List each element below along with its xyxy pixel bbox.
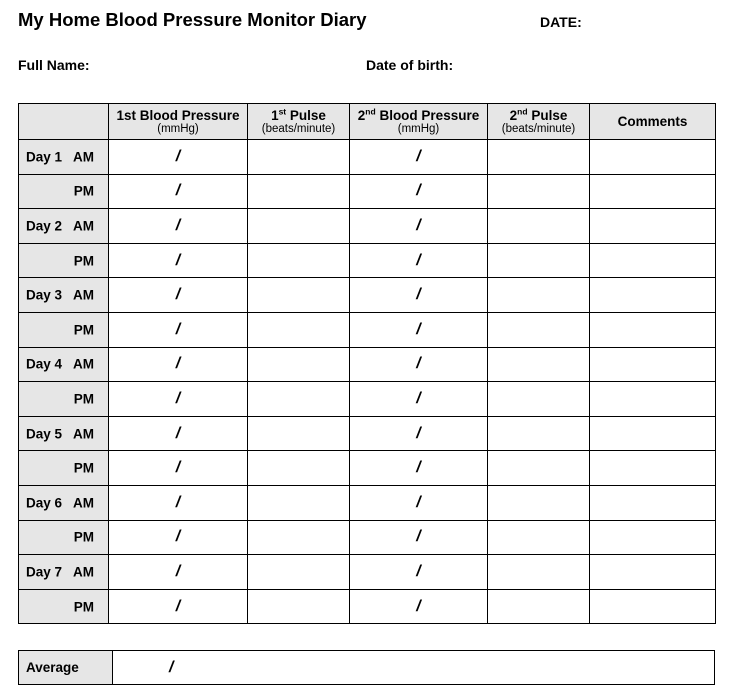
- col-header-pulse2-sup: nd: [517, 106, 528, 116]
- bp-separator: /: [416, 286, 421, 304]
- pulse1-cell[interactable]: [248, 243, 350, 278]
- pulse1-cell[interactable]: [248, 589, 350, 624]
- row-header: [19, 555, 109, 590]
- row-header: [19, 278, 109, 313]
- col-header-pulse2: [488, 104, 590, 140]
- bp2-cell[interactable]: [350, 555, 488, 590]
- pulse1-cell[interactable]: [248, 520, 350, 555]
- bp-separator: /: [416, 493, 421, 511]
- col-header-pulse1-num: 1: [271, 107, 279, 123]
- row-header: [19, 243, 109, 278]
- bp2-cell[interactable]: [350, 243, 488, 278]
- bp1-cell[interactable]: [109, 174, 248, 209]
- row-period-label: PM: [73, 253, 94, 269]
- comments-cell[interactable]: [590, 589, 716, 624]
- col-header-comments: Comments: [590, 104, 716, 140]
- row-header: [19, 382, 109, 417]
- pulse2-cell[interactable]: [488, 416, 590, 451]
- comments-cell[interactable]: [590, 243, 716, 278]
- row-day-label: Day 4: [26, 356, 63, 372]
- bp-separator: /: [175, 459, 181, 477]
- pulse1-cell[interactable]: [248, 347, 350, 382]
- comments-cell[interactable]: [590, 555, 716, 590]
- table-row: [19, 555, 716, 590]
- comments-cell[interactable]: [590, 485, 716, 520]
- bp-separator: /: [416, 216, 421, 234]
- bp-separator: /: [416, 459, 421, 477]
- col-header-bp2-label: Blood Pressure: [375, 107, 480, 123]
- table-row: [19, 278, 716, 313]
- bp-separator: /: [416, 147, 421, 165]
- row-header: [19, 312, 109, 347]
- table-row: [19, 382, 716, 417]
- row-period-label: PM: [73, 529, 94, 545]
- col-header-pulse2-num: 2: [509, 107, 518, 123]
- col-header-pulse1-sup: st: [278, 106, 287, 116]
- bp-separator: /: [416, 182, 421, 200]
- bp-separator: /: [175, 562, 181, 580]
- bp2-cell[interactable]: [350, 485, 488, 520]
- bp-separator: /: [175, 493, 181, 511]
- pulse1-cell[interactable]: [248, 174, 350, 209]
- pulse2-cell[interactable]: [488, 555, 590, 590]
- bp2-cell[interactable]: [350, 589, 488, 624]
- row-period-label: AM: [73, 426, 94, 442]
- table-row: [19, 520, 716, 555]
- comments-cell[interactable]: [590, 382, 716, 417]
- pulse1-cell[interactable]: [248, 416, 350, 451]
- comments-cell[interactable]: [590, 347, 716, 382]
- table-row: [19, 485, 716, 520]
- date-label: DATE:: [540, 14, 582, 30]
- bp-separator: /: [416, 562, 421, 580]
- bp-separator: /: [175, 147, 181, 165]
- bp-separator: /: [175, 286, 181, 304]
- pulse2-cell[interactable]: [488, 278, 590, 313]
- diary-table: [18, 103, 716, 624]
- row-day-label: Day 7: [26, 564, 63, 580]
- row-period-label: AM: [73, 356, 94, 372]
- table-row: [19, 174, 716, 209]
- pulse1-cell[interactable]: [248, 278, 350, 313]
- bp-separator: /: [175, 251, 181, 269]
- col-header-bp1: [109, 104, 248, 140]
- col-header-pulse1: [248, 104, 350, 140]
- bp-separator: /: [175, 320, 181, 338]
- bp1-cell[interactable]: [109, 589, 248, 624]
- row-period-label: PM: [73, 599, 94, 615]
- bp1-cell[interactable]: [109, 278, 248, 313]
- pulse1-cell[interactable]: [248, 555, 350, 590]
- row-period-label: PM: [73, 391, 94, 407]
- row-header: [19, 209, 109, 244]
- table-row: [19, 589, 716, 624]
- table-row: [19, 312, 716, 347]
- bp2-cell[interactable]: [350, 347, 488, 382]
- col-header-pulse1-unit: (beats/minute): [261, 122, 336, 135]
- row-period-label: AM: [73, 218, 94, 234]
- bp1-cell[interactable]: [109, 140, 248, 175]
- pulse2-cell[interactable]: [488, 140, 590, 175]
- comments-cell[interactable]: [590, 520, 716, 555]
- pulse2-cell[interactable]: [488, 382, 590, 417]
- bp1-cell[interactable]: [109, 451, 248, 486]
- row-day-label: Day 5: [26, 426, 63, 442]
- bp1-cell[interactable]: [109, 485, 248, 520]
- row-header: [19, 174, 109, 209]
- bp-separator: /: [175, 389, 181, 407]
- table-row: [19, 451, 716, 486]
- bp2-cell[interactable]: [350, 140, 488, 175]
- bp1-cell[interactable]: [109, 347, 248, 382]
- bp1-cell[interactable]: [109, 243, 248, 278]
- comments-cell[interactable]: [590, 312, 716, 347]
- row-header: [19, 347, 109, 382]
- row-period-label: PM: [73, 183, 94, 199]
- row-header: [19, 416, 109, 451]
- bp-separator: /: [416, 424, 421, 442]
- average-separator: /: [169, 659, 174, 676]
- col-header-bp2-sup: nd: [365, 106, 376, 116]
- pulse2-cell[interactable]: [488, 174, 590, 209]
- bp2-cell[interactable]: [350, 174, 488, 209]
- bp2-cell[interactable]: [350, 278, 488, 313]
- pulse1-cell[interactable]: [248, 140, 350, 175]
- corner-cell: [19, 104, 109, 140]
- comments-cell[interactable]: [590, 451, 716, 486]
- bp-separator: /: [175, 528, 181, 546]
- bp-separator: /: [416, 528, 421, 546]
- row-header: [19, 589, 109, 624]
- row-period-label: PM: [73, 322, 94, 338]
- row-period-label: AM: [73, 149, 94, 165]
- bp2-cell[interactable]: [350, 520, 488, 555]
- bp-separator: /: [175, 182, 181, 200]
- row-period-label: AM: [73, 287, 94, 303]
- date-of-birth-label: Date of birth:: [366, 57, 454, 73]
- pulse2-cell[interactable]: [488, 243, 590, 278]
- diary-body: [19, 140, 716, 624]
- row-header: [19, 140, 109, 175]
- col-header-bp2-num: 2: [357, 107, 366, 123]
- bp1-cell[interactable]: [109, 520, 248, 555]
- bp2-cell[interactable]: [350, 416, 488, 451]
- average-label: Average: [19, 651, 113, 684]
- row-period-label: AM: [73, 495, 94, 511]
- pulse2-cell[interactable]: [488, 485, 590, 520]
- bp1-cell[interactable]: [109, 312, 248, 347]
- bp1-cell[interactable]: [109, 416, 248, 451]
- bp-separator: /: [175, 355, 181, 373]
- table-row: [19, 347, 716, 382]
- row-day-label: Day 6: [26, 495, 63, 511]
- bp2-cell[interactable]: [350, 312, 488, 347]
- row-header: [19, 485, 109, 520]
- comments-cell[interactable]: [590, 140, 716, 175]
- comments-cell[interactable]: [590, 174, 716, 209]
- pulse1-cell[interactable]: [248, 382, 350, 417]
- table-row: [19, 140, 716, 175]
- pulse2-cell[interactable]: [488, 347, 590, 382]
- row-period-label: AM: [73, 564, 94, 580]
- col-header-pulse2-label: Pulse: [527, 107, 568, 123]
- table-row: [19, 416, 716, 451]
- pulse2-cell[interactable]: [488, 520, 590, 555]
- header-row: [19, 104, 716, 140]
- bp-separator: /: [175, 424, 181, 442]
- bp1-cell[interactable]: [109, 555, 248, 590]
- bp2-cell[interactable]: [350, 209, 488, 244]
- page-title: My Home Blood Pressure Monitor Diary: [18, 9, 367, 30]
- bp-separator: /: [175, 216, 181, 234]
- bp1-cell[interactable]: [109, 382, 248, 417]
- pulse2-cell[interactable]: [488, 589, 590, 624]
- table-row: [19, 209, 716, 244]
- pulse1-cell[interactable]: [248, 485, 350, 520]
- table-row: [19, 243, 716, 278]
- comments-cell[interactable]: [590, 209, 716, 244]
- pulse2-cell[interactable]: [488, 451, 590, 486]
- bp-separator: /: [416, 389, 421, 407]
- col-header-bp1-label: 1st Blood Pressure: [116, 107, 240, 123]
- col-header-pulse1-label: Pulse: [286, 107, 326, 123]
- full-name-label: Full Name:: [18, 57, 90, 73]
- pulse2-cell[interactable]: [488, 312, 590, 347]
- row-day-label: Day 2: [26, 218, 63, 234]
- row-header: [19, 520, 109, 555]
- row-header: [19, 451, 109, 486]
- col-header-bp1-unit: (mmHg): [157, 122, 199, 135]
- comments-cell[interactable]: [590, 416, 716, 451]
- bp1-cell[interactable]: [109, 209, 248, 244]
- col-header-bp2-unit: (mmHg): [397, 122, 440, 135]
- bp2-cell[interactable]: [350, 451, 488, 486]
- pulse1-cell[interactable]: [248, 451, 350, 486]
- bp2-cell[interactable]: [350, 382, 488, 417]
- pulse1-cell[interactable]: [248, 312, 350, 347]
- col-header-bp2: [350, 104, 488, 140]
- bp-separator: /: [416, 320, 421, 338]
- bp-separator: /: [416, 251, 421, 269]
- pulse1-cell[interactable]: [248, 209, 350, 244]
- row-day-label: Day 1: [26, 149, 63, 165]
- bp-separator: /: [416, 355, 421, 373]
- col-header-pulse2-unit: (beats/minute): [501, 122, 576, 135]
- bp-separator: /: [175, 597, 181, 615]
- average-row: [18, 650, 715, 685]
- row-day-label: Day 3: [26, 287, 63, 303]
- comments-cell[interactable]: [590, 278, 716, 313]
- bp-separator: /: [416, 597, 421, 615]
- row-period-label: PM: [73, 460, 94, 476]
- pulse2-cell[interactable]: [488, 209, 590, 244]
